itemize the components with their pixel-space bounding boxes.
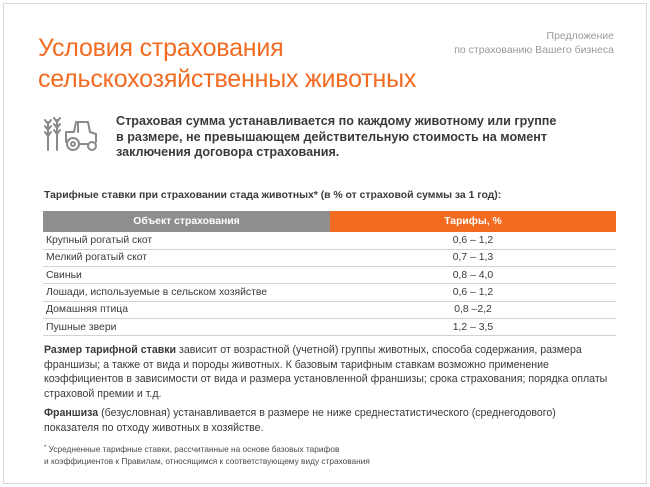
column-header-object: Объект страхования	[43, 211, 330, 232]
insured-object-cell: Пушные звери	[43, 318, 330, 335]
tagline-line-1: Предложение	[546, 30, 614, 42]
rates-table-heading: Тарифные ставки при страховании стада животных* (в % от страховой суммы за 1 год):	[44, 190, 502, 201]
insured-object-cell: Крупный рогатый скот	[43, 232, 330, 249]
table-row	[43, 284, 616, 301]
insured-sum-statement	[116, 114, 606, 161]
tariff-text-line-2: франшизы; а также от вида и породы животных. К базовым тарифным ставкам возможно применение	[44, 358, 549, 371]
rate-cell: 1,2 – 3,5	[330, 318, 616, 335]
lead-line-1: Страховая сумма устанавливается по каждому животному или группе	[116, 114, 557, 128]
franchise-text-line-2: показателя по отходу животных в хозяйстве.	[44, 421, 264, 434]
insured-object-cell: Мелкий рогатый скот	[43, 249, 330, 266]
column-header-rate: Тарифы, %	[330, 211, 616, 232]
rates-table-header-row	[43, 211, 616, 232]
rate-cell: 0,6 – 1,2	[330, 232, 616, 249]
tariff-text-line-3: коэффициентов в зависимости от вида и размера установленной франшизы; срока страхования; порядка оплаты	[44, 373, 608, 385]
rates-table	[43, 211, 616, 336]
farm-tractor-icon	[44, 110, 102, 154]
title-line-1: Условия страхования	[38, 34, 284, 62]
franchise-text-line-1: (безусловная) устанавливается в размере не ниже среднестатистического (среднегодового)	[98, 407, 556, 419]
tariff-text-line-4: страховой премии и т.д.	[44, 387, 162, 400]
header-tagline	[394, 29, 614, 57]
lead-line-2: в размере, не превышающем действительную стоимость на момент	[116, 129, 548, 144]
footnote-line-1: Усредненные тарифные ставки, рассчитанные на основе базовых тарифов	[46, 444, 340, 454]
franchise-paragraph	[44, 406, 609, 435]
title-line-2: сельскохозяйственных животных	[38, 65, 417, 93]
table-row	[43, 301, 616, 318]
tariff-size-paragraph	[44, 343, 609, 401]
page-title	[38, 33, 416, 95]
footnote-marker: *	[44, 445, 47, 451]
franchise-term: Франшиза	[44, 407, 99, 419]
table-row	[43, 249, 616, 266]
table-row	[43, 318, 616, 335]
rate-cell: 0,6 – 1,2	[330, 284, 616, 301]
lead-line-3: заключения договора страхования.	[116, 145, 340, 159]
table-row	[43, 267, 616, 284]
rate-cell: 0,8 – 4,0	[330, 267, 616, 284]
insured-object-cell: Домашняя птица	[43, 301, 330, 318]
tariff-text-line-1: зависит от возрастной (учетной) группы животных, способа содержания, размера	[176, 344, 582, 356]
insured-object-cell: Свиньи	[43, 267, 330, 284]
rate-cell: 0,7 – 1,3	[330, 249, 616, 266]
tariff-size-term: Размер тарифной ставки	[44, 344, 177, 356]
table-row	[43, 232, 616, 249]
tagline-line-2: по страхованию Вашего бизнеса	[454, 44, 614, 56]
insured-object-cell: Лошади, используемые в сельском хозяйстве	[43, 284, 330, 301]
rate-cell: 0,8 –2,2	[330, 301, 616, 318]
footnote-line-2: и коэффициентов к Правилам, относящимся к соответствующему виду страхования	[44, 456, 370, 466]
footnote	[44, 442, 604, 467]
